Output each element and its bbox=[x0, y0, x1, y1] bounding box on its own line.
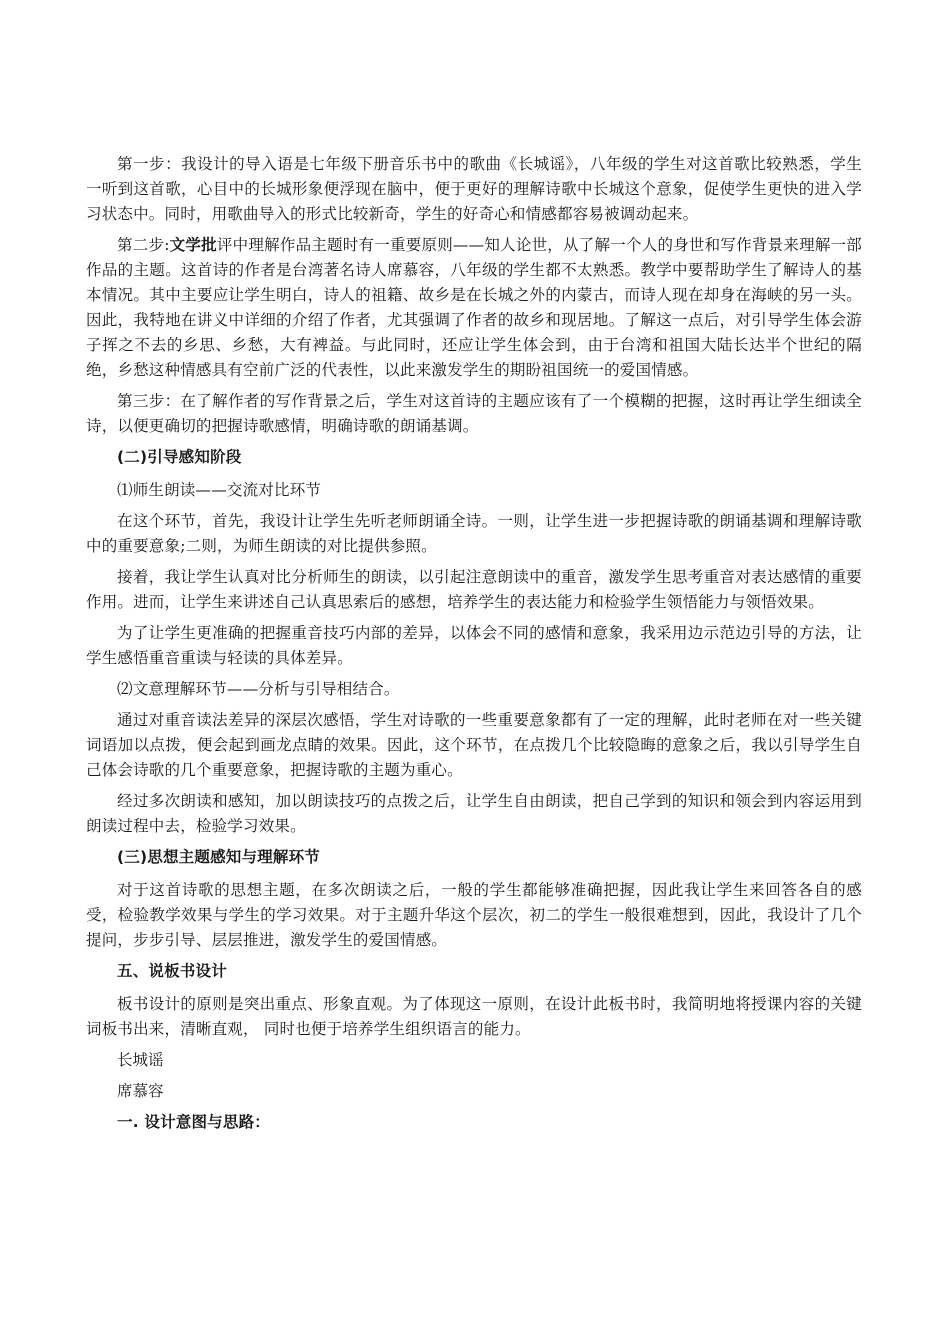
board-title: 长城谣 bbox=[117, 1051, 164, 1069]
paragraph-stress-technique: 为了让学生更准确的把握重音技巧内部的差异，以体会不同的感情和意象，我采用边示范边引导的方法，让学生感悟重音重读与轻读的具体差异。 bbox=[86, 624, 862, 667]
subheading-text-understanding: ⑵文意理解环节——分析与引导相结合。 bbox=[117, 680, 400, 698]
step-two-bold-term: 文学批 bbox=[169, 236, 217, 254]
step-two-text: 评中理解作品主题时有一重要原则——知人论世，从了解一个人的身世和写作背景来理解一部作品的主题。这首诗的作者是台湾著名诗人席慕容，八年级的学生都不太熟悉。教学中要帮助学生了解诗人的基本情况。其中主要应让学生明白，诗人的祖籍、故乡是在长城之外的内蒙古，而诗人现在却身在海峡的另一头。因此，我特地在讲义中详细的介绍了作者，尤其强调了作者的故乡和现居地。了解这一点后，对引导学生体会游子挥之不去的乡思、乡愁，大有裨益。与此同时，还应让学生体会到，由于台湾和祖国大陆长达半个世纪的隔绝，乡愁这种情感具有空前广泛的代表性，以此来激发学生的期盼祖国统一的爱国情感。 bbox=[86, 236, 862, 379]
paragraph-theme: 对于这首诗歌的思想主题，在多次朗读之后，一般的学生都能够准确把握，因此我让学生来回答各自的感受，检验教学效果与学生的学习效果。对于主题升华这个层次，初二的学生一般很难想到，因此，我设计了几个提问，步步引导、层层推进，激发学生的爱国情感。 bbox=[86, 881, 862, 949]
section-heading-design-intent: 一. 设计意图与思路： bbox=[117, 1113, 270, 1131]
document-body bbox=[86, 152, 862, 1143]
paragraph-step-three: 第三步：在了解作者的写作背景之后，学生对这首诗的主题应该有了一个模糊的把握，这时再让学生细读全诗，以便更确切的把握诗歌感情，明确诗歌的朗诵基调。 bbox=[86, 392, 862, 435]
paragraph-board-design: 板书设计的原则是突出重点、形象直观。为了体现这一原则，在设计此板书时，我简明地将授课内容的关键词板书出来，清晰直观， 同时也便于培养学生组织语言的能力。 bbox=[86, 995, 862, 1038]
paragraph-compare-reading: 接着，我让学生认真对比分析师生的朗读，以引起注意朗读中的重音，激发学生思考重音对表达感情的重要作用。进而，让学生来讲述自己认真思索后的感想，培养学生的表达能力和检验学生领悟能力与领悟效果。 bbox=[86, 568, 862, 611]
paragraph-free-reading: 经过多次朗读和感知，加以朗读技巧的点拨之后，让学生自由朗读，把自己学到的知识和领会到内容运用到朗读过程中去，检验学习效果。 bbox=[86, 792, 862, 835]
board-author: 席慕容 bbox=[117, 1082, 164, 1100]
step-two-prefix: 第二步: bbox=[117, 236, 170, 254]
paragraph-deep-understanding: 通过对重音读法差异的深层次感悟，学生对诗歌的一些重要意象都有了一定的理解，此时老师在对一些关键词语加以点拨，便会起到画龙点睛的效果。因此，这个环节，在点拨几个比较隐晦的意象之后，我以引导学生自己体会诗歌的几个重要意象，把握诗歌的主题为重心。 bbox=[86, 711, 862, 779]
section-heading-board-design: 五、说板书设计 bbox=[117, 962, 227, 980]
section-heading-guided-perception: (二)引导感知阶段 bbox=[117, 448, 242, 466]
paragraph-teacher-reading: 在这个环节，首先，我设计让学生先听老师朗诵全诗。一则，让学生进一步把握诗歌的朗诵基调和理解诗歌中的重要意象;二则，为师生朗读的对比提供参照。 bbox=[86, 512, 862, 555]
paragraph-step-two bbox=[86, 233, 862, 383]
paragraph-step-one: 第一步：我设计的导入语是七年级下册音乐书中的歌曲《长城谣》，八年级的学生对这首歌比较熟悉，学生一听到这首歌，心目中的长城形象便浮现在脑中，便于更好的理解诗歌中长城这个意象，促使学生更快的进入学习状态中。同时，用歌曲导入的形式比较新奇，学生的好奇心和情感都容易被调动起来。 bbox=[86, 155, 862, 223]
section-heading-theme: (三)思想主题感知与理解环节 bbox=[117, 848, 320, 866]
subheading-teacher-student-reading: ⑴师生朗读——交流对比环节 bbox=[117, 481, 322, 499]
